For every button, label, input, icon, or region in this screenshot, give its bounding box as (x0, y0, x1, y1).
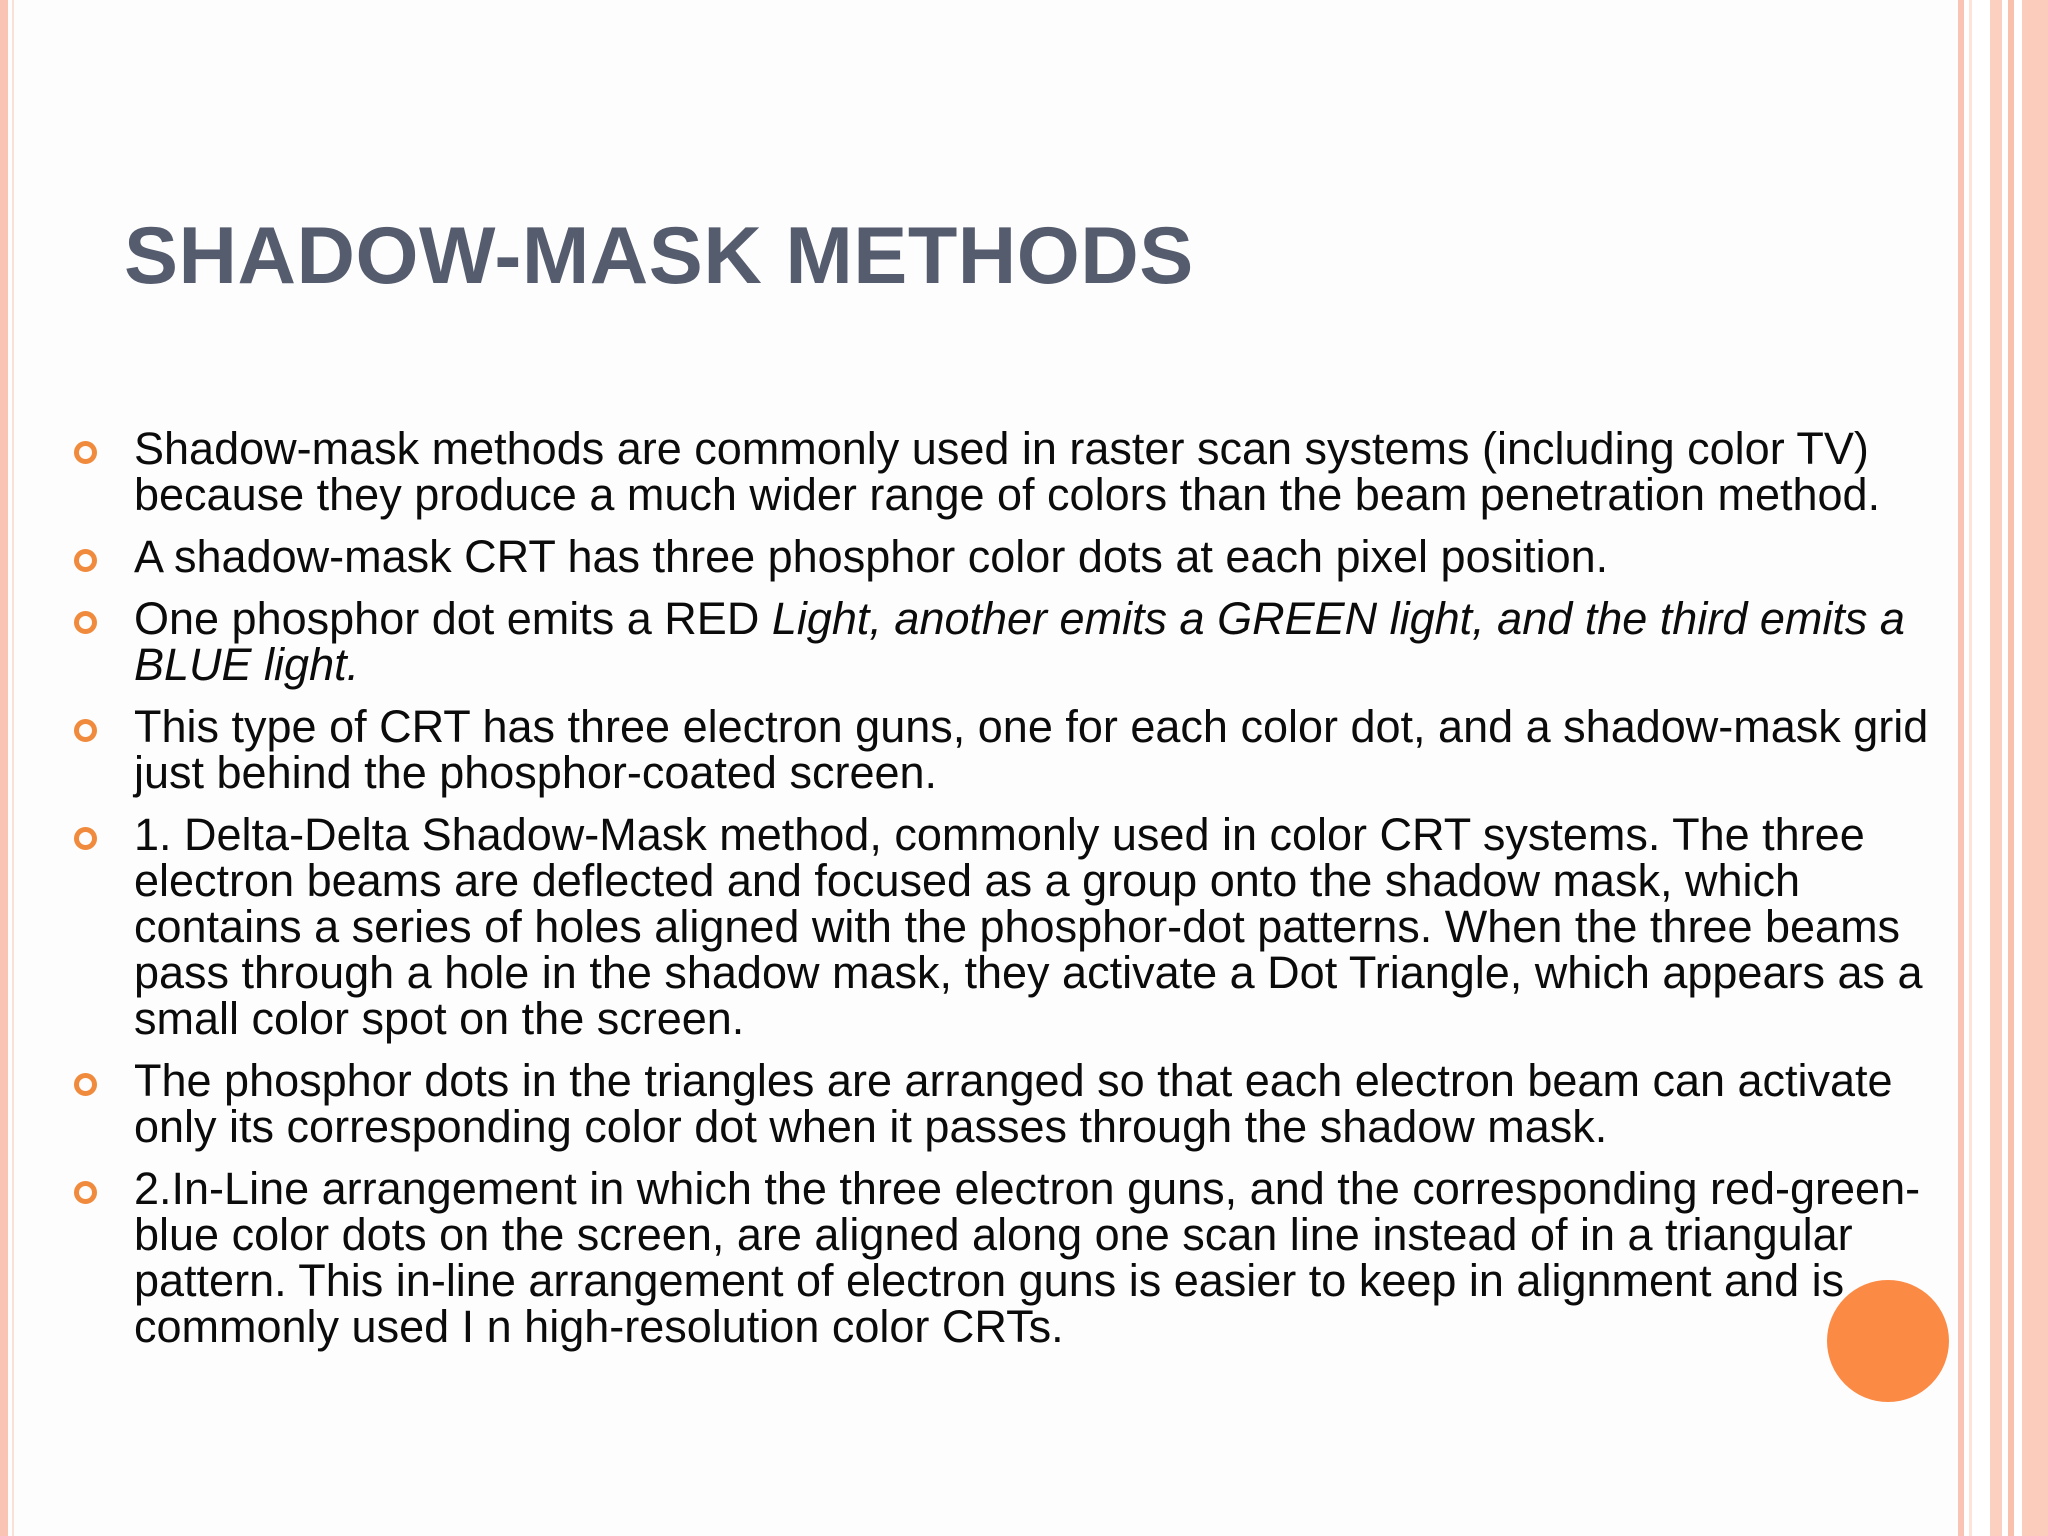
stripe-5 (2022, 0, 2048, 1536)
stripe-4 (2008, 0, 2014, 1536)
bullet-text: 2.In-Line arrangement in which the three electron guns, and the corresponding red-green-blue color dots on the screen, are aligned along one scan line instead of in a triangular pattern. This in-line arrangement of electron guns is easier to keep in alignment and is commonly used I n high-resolution color CRTs. (134, 1163, 1921, 1352)
bullet-item-3 (70, 593, 1930, 690)
bullet-text: A shadow-mask CRT has three phosphor color dots at each pixel position. (134, 531, 1609, 582)
ring-bullet-icon (74, 1181, 97, 1204)
ring-bullet-icon (74, 1073, 97, 1096)
bullet-text: This type of CRT has three electron guns, one for each color dot, and a shadow-mask grid just behind the phosphor-coated screen. (134, 701, 1929, 798)
stripe-2 (1969, 0, 1972, 1536)
bullet-item-5 (70, 809, 1930, 1044)
bullet-text: Shadow-mask methods are commonly used in raster scan systems (including color TV) because they produce a much wider range of colors than the beam penetration method. (134, 423, 1881, 520)
left-border-inner (12, 0, 14, 1536)
bullet-item-7 (70, 1163, 1930, 1352)
bullet-item-1 (70, 423, 1930, 520)
stripe-1 (1958, 0, 1964, 1536)
stripe-3 (1990, 0, 2002, 1536)
bullet-item-4 (70, 701, 1930, 798)
right-stripes (1958, 0, 2048, 1536)
ring-bullet-icon (74, 611, 97, 634)
bullet-text: 1. Delta-Delta Shadow-Mask method, commonly used in color CRT systems. The three electron beams are deflected and focused as a group onto the shadow mask, which contains a series of holes aligned with the phosphor-dot patterns. When the three beams pass through a hole in the shadow mask, they activate a Dot Triangle, which appears as a small color spot on the screen. (134, 809, 1923, 1044)
bullet-item-6 (70, 1055, 1930, 1152)
ring-bullet-icon (74, 719, 97, 742)
ring-bullet-icon (74, 549, 97, 572)
bullet-list (70, 423, 1930, 1366)
bullet-text-italic: Light, another emits a GREEN light, and the third emits a BLUE light. (134, 593, 1905, 690)
bullet-item-2 (70, 531, 1930, 582)
left-border (0, 0, 8, 1536)
bullet-text: One phosphor dot emits a RED (134, 593, 772, 644)
ring-bullet-icon (74, 827, 97, 850)
bullet-text: The phosphor dots in the triangles are arranged so that each electron beam can activate only its corresponding color dot when it passes through the shadow mask. (134, 1055, 1893, 1152)
orange-circle-decoration (1827, 1280, 1949, 1402)
ring-bullet-icon (74, 441, 97, 464)
slide-title: SHADOW-MASK METHODS (124, 211, 1194, 301)
